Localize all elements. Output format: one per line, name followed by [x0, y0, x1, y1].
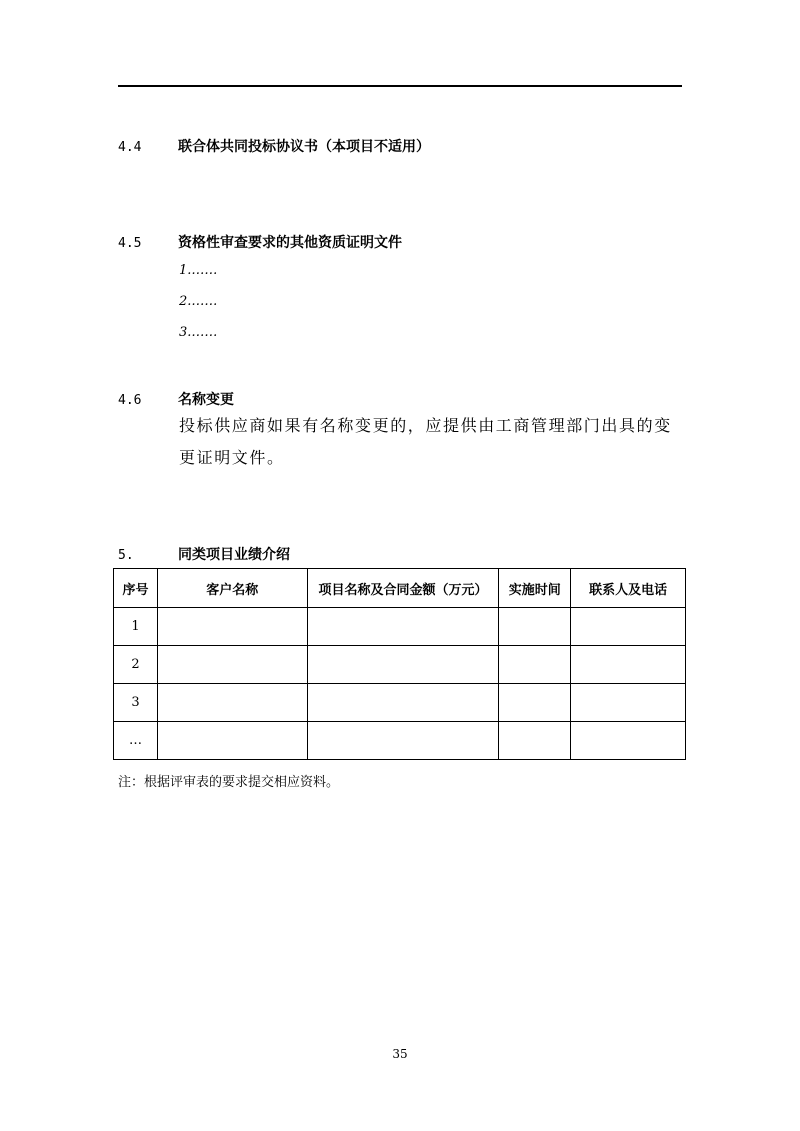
section-heading-4-4: [118, 136, 430, 156]
table-cell: [499, 646, 571, 684]
header-time: 实施时间: [499, 569, 571, 608]
table-cell: [157, 722, 307, 760]
table-cell: [571, 722, 686, 760]
header-seq: 序号: [114, 569, 158, 608]
section-number: 5.: [118, 548, 134, 563]
table-cell: [499, 608, 571, 646]
section-title: 同类项目业绩介绍: [178, 547, 290, 563]
performance-table: [113, 568, 686, 760]
page-number: 35: [392, 1047, 408, 1061]
table-cell: [307, 608, 499, 646]
table-cell: [499, 684, 571, 722]
table-row: [114, 608, 686, 646]
table-cell: [571, 608, 686, 646]
section-number: 4.6: [118, 393, 142, 408]
header-project: 项目名称及合同金额（万元）: [307, 569, 499, 608]
list-item: 3.……: [179, 325, 218, 340]
table-header-row: [114, 569, 686, 608]
section-heading-4-5: [118, 232, 402, 252]
table-cell: [307, 684, 499, 722]
header-rule: [118, 85, 682, 87]
table-note: 注：根据评审表的要求提交相应资料。: [118, 775, 340, 790]
table-row: [114, 646, 686, 684]
table-row: [114, 722, 686, 760]
table-cell: [157, 684, 307, 722]
table-cell: 3: [114, 684, 158, 722]
table-row: [114, 684, 686, 722]
list-item: 1.……: [179, 263, 218, 278]
section-heading-5: [118, 544, 290, 564]
table-cell: [571, 684, 686, 722]
table-cell: [157, 646, 307, 684]
table-cell: [307, 646, 499, 684]
section-number: 4.4: [118, 140, 142, 155]
list-item: 2.……: [179, 294, 218, 309]
table-cell: [307, 722, 499, 760]
section-heading-4-6: [118, 389, 234, 409]
table-cell: [571, 646, 686, 684]
table-cell: …: [114, 722, 158, 760]
section-title: 资格性审查要求的其他资质证明文件: [178, 235, 402, 251]
table-cell: [499, 722, 571, 760]
section-title: 联合体共同投标协议书（本项目不适用）: [178, 139, 430, 155]
table-cell: [157, 608, 307, 646]
header-client: 客户名称: [157, 569, 307, 608]
section-number: 4.5: [118, 236, 142, 251]
header-contact: 联系人及电话: [571, 569, 686, 608]
table-cell: 2: [114, 646, 158, 684]
table-cell: 1: [114, 608, 158, 646]
name-change-paragraph: 投标供应商如果有名称变更的，应提供由工商管理部门出具的变更证明文件。: [179, 416, 672, 467]
section-title: 名称变更: [178, 392, 234, 408]
